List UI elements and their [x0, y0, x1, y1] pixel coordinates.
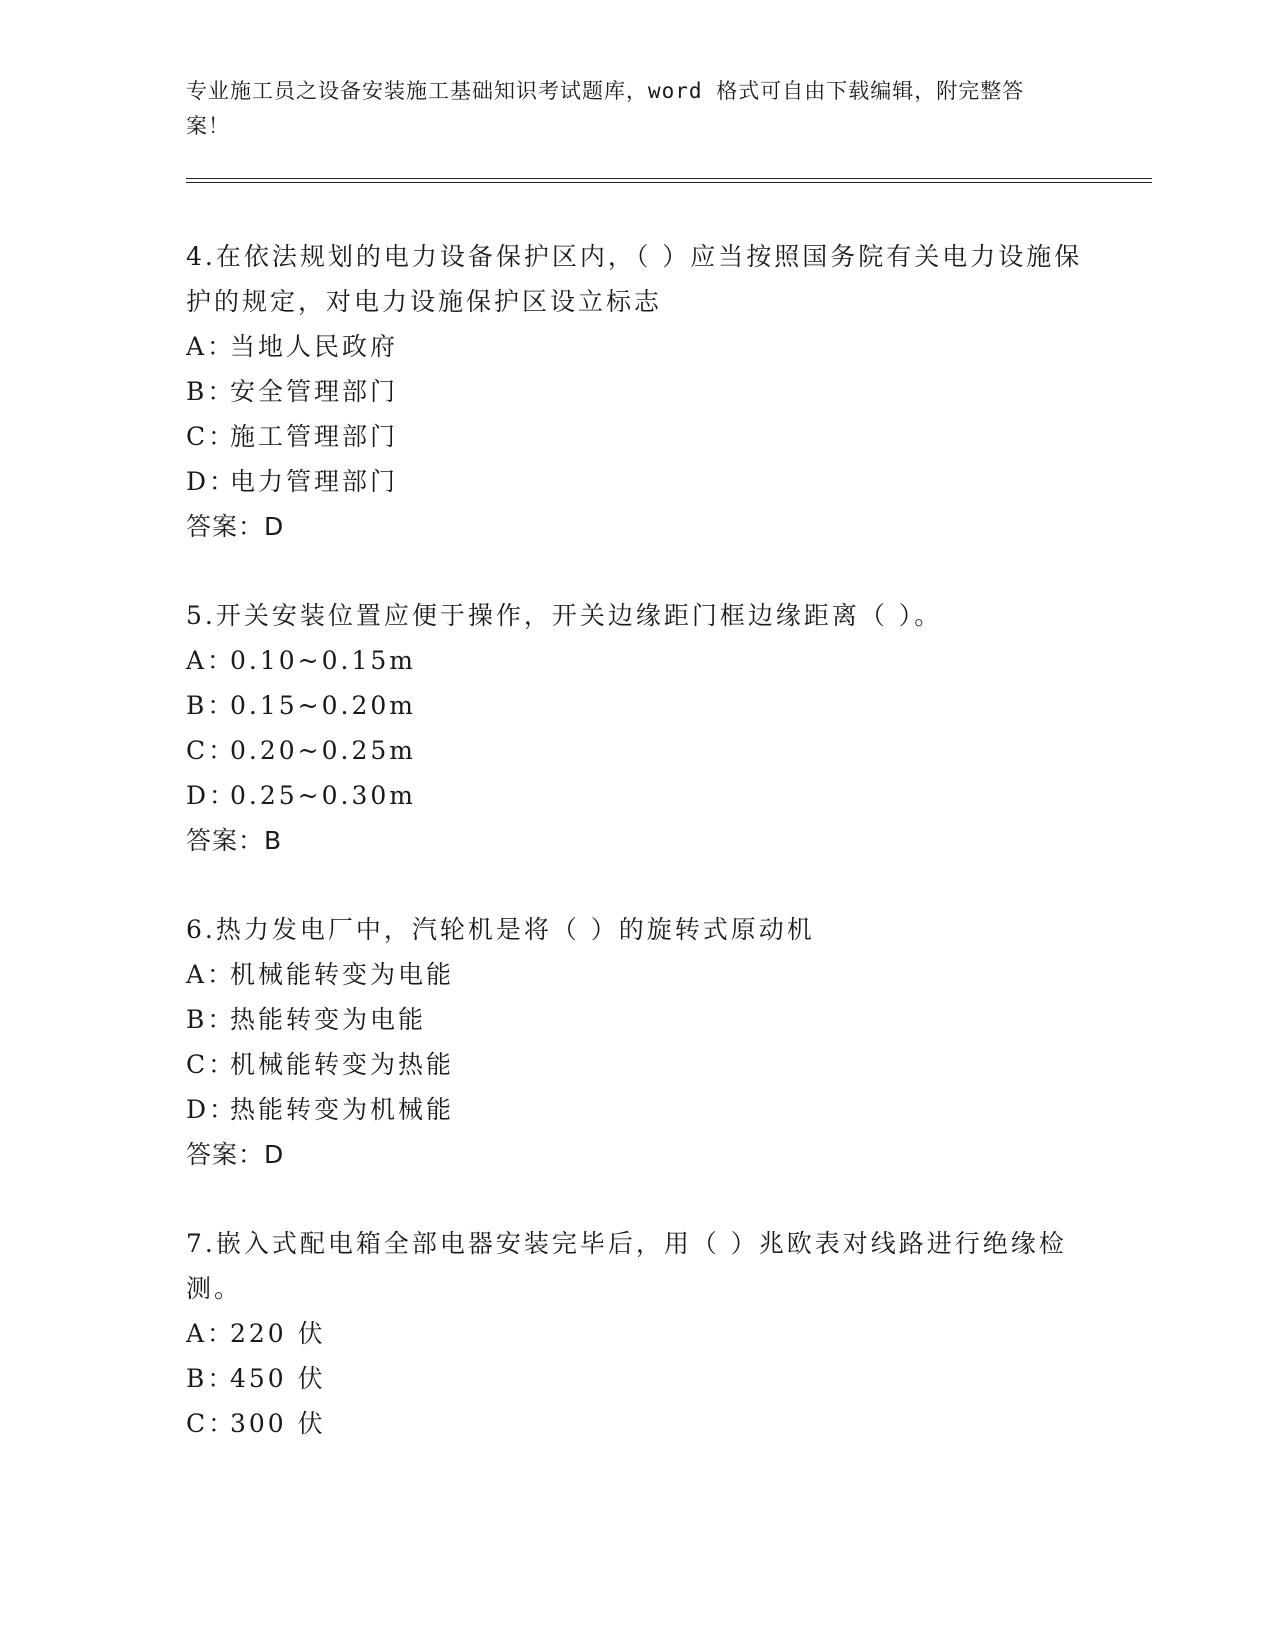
option-letter: B： — [186, 1005, 236, 1034]
option-text: 300 伏 — [230, 1409, 326, 1438]
option-a — [186, 952, 1086, 997]
header-divider-bottom — [186, 182, 1152, 183]
option-b — [186, 997, 1086, 1042]
option-letter: C： — [186, 422, 237, 451]
option-c — [186, 1042, 1086, 1087]
question-stem: 4.在依法规划的电力设备保护区内，（ ）应当按照国务院有关电力设施保护的规定，对电力设施保护区设立标志 — [186, 242, 1083, 316]
option-c — [186, 1401, 1086, 1446]
option-text: 0.10~0.15m — [230, 646, 416, 675]
option-letter: D： — [186, 781, 238, 810]
option-text: 施工管理部门 — [230, 422, 399, 451]
option-text: 机械能转变为热能 — [230, 1050, 455, 1079]
option-c — [186, 728, 1086, 773]
option-letter: B： — [186, 1364, 236, 1393]
header-divider-top — [186, 178, 1152, 179]
option-letter: A： — [186, 1319, 236, 1348]
answer-line: 答案：D — [186, 512, 285, 541]
option-text: 450 伏 — [230, 1364, 326, 1393]
option-text: 220 伏 — [230, 1319, 326, 1348]
option-letter: C： — [186, 736, 237, 765]
option-text: 热能转变为机械能 — [230, 1095, 455, 1124]
question-6 — [186, 907, 1086, 1177]
option-letter: A： — [186, 646, 236, 675]
option-a — [186, 1311, 1086, 1356]
option-letter: A： — [186, 960, 236, 989]
option-text: 安全管理部门 — [230, 377, 399, 406]
question-stem: 7.嵌入式配电箱全部电器安装完毕后，用（ ）兆欧表对线路进行绝缘检测。 — [186, 1229, 1067, 1303]
option-text: 当地人民政府 — [230, 332, 399, 361]
option-text: 0.20~0.25m — [230, 736, 416, 765]
answer-line: 答案：D — [186, 1140, 285, 1169]
option-b — [186, 683, 1086, 728]
option-letter: D： — [186, 467, 238, 496]
question-stem: 6.热力发电厂中，汽轮机是将（ ）的旋转式原动机 — [186, 915, 815, 944]
option-text: 0.15~0.20m — [230, 691, 416, 720]
option-letter: B： — [186, 691, 236, 720]
option-text: 电力管理部门 — [230, 467, 399, 496]
option-text: 0.25~0.30m — [230, 781, 416, 810]
question-stem: 5.开关安装位置应便于操作，开关边缘距门框边缘距离（ ）。 — [186, 601, 943, 630]
question-5 — [186, 593, 1086, 863]
option-letter: B： — [186, 377, 236, 406]
option-a — [186, 638, 1086, 683]
option-b — [186, 369, 1086, 414]
question-list — [186, 234, 1086, 1490]
option-letter: C： — [186, 1050, 237, 1079]
answer-line: 答案：B — [186, 826, 283, 855]
option-d — [186, 1087, 1086, 1132]
option-letter: C： — [186, 1409, 237, 1438]
option-text: 热能转变为电能 — [230, 1005, 427, 1034]
question-4 — [186, 234, 1086, 549]
document-header: 专业施工员之设备安装施工基础知识考试题库，word 格式可自由下载编辑，附完整答案！ — [186, 79, 1025, 138]
option-letter: A： — [186, 332, 236, 361]
question-7 — [186, 1221, 1086, 1446]
option-b — [186, 1356, 1086, 1401]
option-d — [186, 459, 1086, 504]
option-c — [186, 414, 1086, 459]
option-a — [186, 324, 1086, 369]
option-letter: D： — [186, 1095, 238, 1124]
option-text: 机械能转变为电能 — [230, 960, 455, 989]
option-d — [186, 773, 1086, 818]
